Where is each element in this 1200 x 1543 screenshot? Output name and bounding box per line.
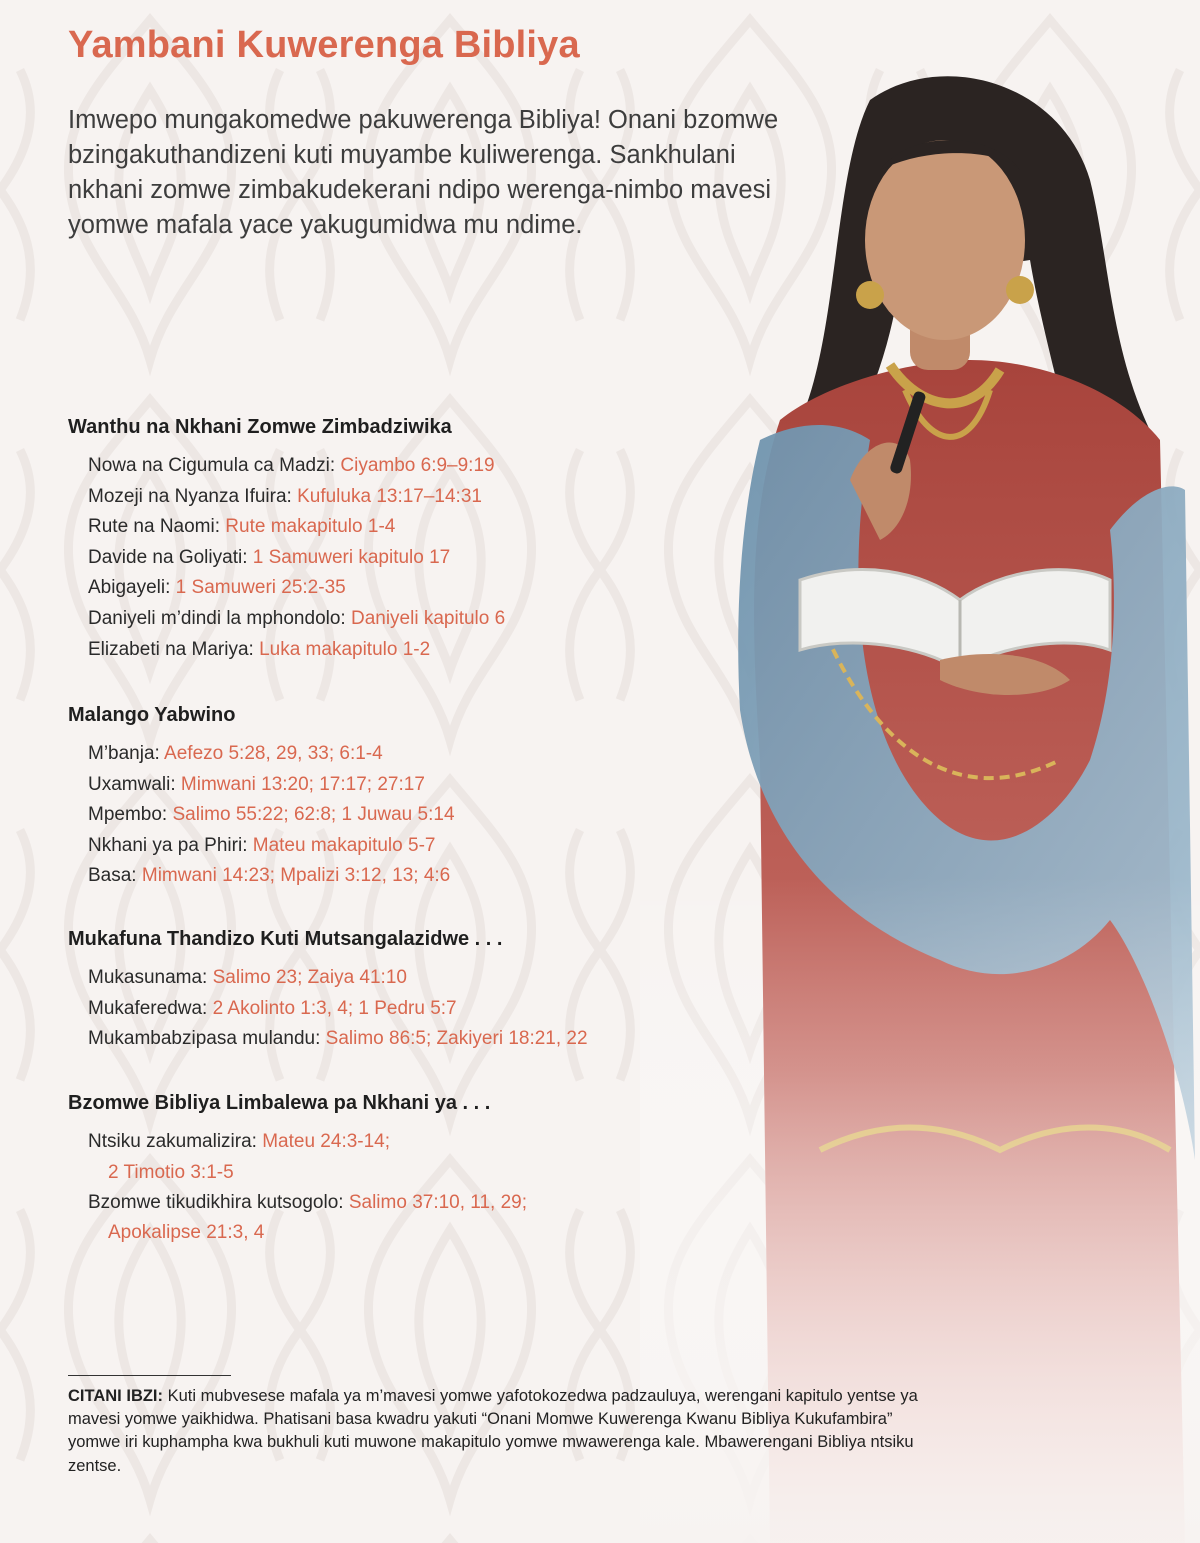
scripture-link[interactable]: Mateu 24:3-14; — [262, 1131, 391, 1152]
list-item — [88, 635, 708, 666]
section-heading: Malango Yabwino — [68, 704, 236, 726]
scripture-link[interactable]: Rute makapitulo 1-4 — [225, 516, 396, 538]
list-item — [88, 573, 708, 604]
page-title: Yambani Kuwerenga Bibliya — [68, 24, 580, 66]
scripture-link[interactable]: Mimwani 13:20; 17:17; 27:17 — [180, 773, 425, 795]
intro-paragraph: Imwepo mungakomedwe pakuwerenga Bibliya! Onani bzomwe bzingakuthandizeni kuti muyambe kuliwerenga. Sankhulani nkhani zomwe zimbakudekerani ndipo werenga-nimbo mavesi yomwe mafala yace yakugumidwa mu ndime. — [68, 106, 779, 239]
list-item — [88, 512, 708, 543]
list-item — [88, 861, 708, 892]
section-comfort — [68, 928, 708, 1055]
scripture-link[interactable]: Salimo 55:22; 62:8; 1 Juwau 5:14 — [172, 804, 455, 826]
item-label: Davide na Goliyati: — [88, 546, 253, 568]
item-label: Elizabeti na Mariya: — [88, 638, 260, 660]
scripture-link[interactable]: Salimo 86:5; Zakiyeri 18:21, 22 — [325, 1028, 588, 1050]
list-item — [88, 831, 708, 862]
scripture-link[interactable]: 1 Samuweri kapitulo 17 — [252, 546, 451, 568]
scripture-link[interactable]: Mateu makapitulo 5-7 — [252, 834, 436, 856]
item-label: Basa: — [88, 865, 142, 887]
item-label: M’banja: — [88, 743, 165, 764]
section-famous-stories — [68, 416, 708, 665]
footnote-label: CITANI IBZI: — [68, 1387, 164, 1405]
woman-reading-illustration — [640, 60, 1200, 1543]
list-item — [88, 994, 708, 1025]
list-item — [88, 1127, 708, 1188]
item-label: Ntsiku zakumalizira: — [88, 1131, 263, 1152]
section-heading: Bzomwe Bibliya Limbalewa pa Nkhani ya . . . — [68, 1092, 491, 1114]
list-item — [88, 963, 708, 994]
item-label: Mukasunama: — [88, 967, 213, 988]
scripture-link[interactable]: Luka makapitulo 1-2 — [259, 638, 431, 660]
scripture-link[interactable]: Salimo 37:10, 11, 29; — [348, 1191, 527, 1213]
list-item — [88, 1188, 708, 1249]
list-item — [88, 482, 708, 513]
list-item — [88, 451, 708, 482]
scripture-link[interactable]: Aefezo 5:28, 29, 33; 6:1-4 — [164, 743, 383, 764]
item-label: Mpembo: — [88, 804, 173, 826]
item-label: Nkhani ya pa Phiri: — [88, 834, 253, 856]
scripture-link[interactable]: Apokalipse 21:3, 4 — [108, 1222, 265, 1244]
scripture-link[interactable]: Daniyeli kapitulo 6 — [350, 607, 506, 629]
item-label: Mukambabzipasa mulandu: — [88, 1028, 326, 1050]
scripture-link[interactable]: 1 Samuweri 25:2-35 — [175, 577, 346, 599]
footnote-text: Kuti mubvesese mafala ya m’mavesi yomwe yafotokozedwa padzauluya, werengani kapitulo yentse ya mavesi yomwe yaikhidwa. Phatisani basa kwadru yakuti “Onani Momwe Kuwerenga Kwanu Bibliya Kukufambira” yomwe iri kuphampha kwa bukhuli kuti muwone makapitulo yomwe mwawerenga kale. Mbawerengani Bibliya ntsiku zentse. — [68, 1387, 918, 1475]
item-label: Mukaferedwa: — [88, 997, 213, 1019]
scripture-link[interactable]: 2 Akolinto 1:3, 4; 1 Pedru 5:7 — [212, 997, 457, 1019]
item-label: Abigayeli: — [88, 577, 176, 599]
list-item — [88, 739, 708, 770]
section-heading: Wanthu na Nkhani Zomwe Zimbadziwika — [68, 416, 452, 438]
scripture-link[interactable]: Kufuluka 13:17–14:31 — [297, 485, 482, 507]
item-label: Uxamwali: — [88, 773, 181, 795]
scripture-link[interactable]: Ciyambo 6:9–9:19 — [340, 455, 495, 476]
list-item — [88, 770, 708, 801]
scripture-link[interactable]: Mimwani 14:23; Mpalizi 3:12, 13; 4:6 — [141, 865, 451, 887]
scripture-link[interactable]: Salimo 23; Zaiya 41:10 — [212, 967, 407, 988]
section-heading: Mukafuna Thandizo Kuti Mutsangalazidwe . . . — [68, 928, 503, 950]
list-item — [88, 1024, 708, 1055]
item-label: Daniyeli m’dindi la mphondolo: — [88, 607, 351, 629]
list-item — [88, 543, 708, 574]
footnote — [68, 1385, 948, 1478]
list-item — [88, 604, 708, 635]
item-label: Mozeji na Nyanza Ifuira: — [88, 485, 298, 507]
item-label: Bzomwe tikudikhira kutsogolo: — [88, 1191, 349, 1213]
scripture-link[interactable]: 2 Timotio 3:1-5 — [108, 1161, 234, 1183]
item-label: Nowa na Cigumula ca Madzi: — [88, 455, 341, 476]
section-bible-says — [68, 1092, 708, 1248]
list-item — [88, 800, 708, 831]
section-good-advice — [68, 704, 708, 892]
footnote-divider — [68, 1375, 231, 1376]
item-label: Rute na Naomi: — [88, 516, 226, 538]
